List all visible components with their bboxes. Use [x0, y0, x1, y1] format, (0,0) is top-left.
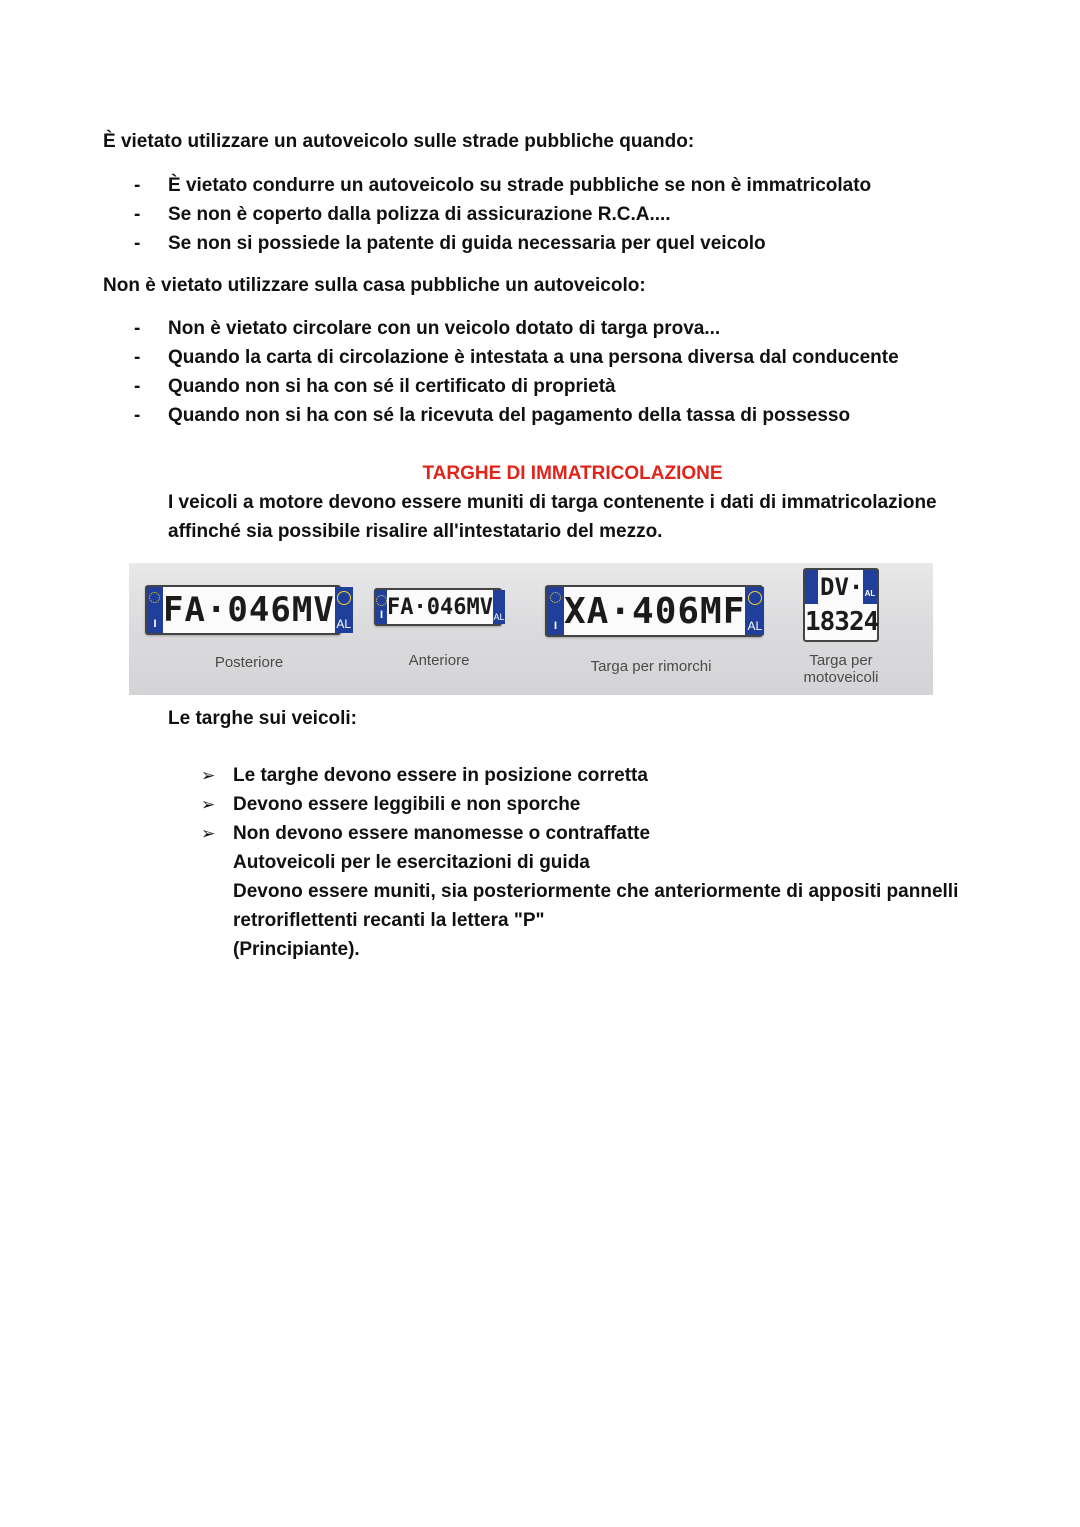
- list-item: - Se non si possiede la patente di guida necessaria per quel veicolo: [130, 229, 871, 258]
- veicoli-heading: Le targhe sui veicoli:: [168, 708, 357, 729]
- plate-front: I FA·046MV AL: [374, 588, 502, 626]
- guida-paragraph: Autoveicoli per le esercitazioni di guida Devono essere muniti, sia posteriormente che anteriormente di appositi pannelli retroriflettenti recanti la lettera "P" (Principiante).: [233, 852, 959, 960]
- arrow-bullet-icon: ➢: [201, 766, 216, 785]
- list-item: ➢ Non devono essere manomesse o contraffatte: [201, 819, 650, 848]
- plate-caption-motorcycle: Targa per motoveicoli: [803, 652, 879, 686]
- dash-bullet: -: [134, 318, 141, 339]
- eu-flag-icon: [376, 590, 387, 624]
- arrow-bullet-icon: ➢: [201, 824, 216, 843]
- plate-motorcycle: DV· AL 18324: [803, 568, 879, 642]
- province-badge: AL: [745, 587, 764, 635]
- section2-list: [130, 314, 899, 430]
- plate-caption-trailer: Targa per rimorchi: [590, 658, 712, 675]
- plate-caption-front: Anteriore: [408, 652, 470, 669]
- plate-rear: I FA·046MV AL: [145, 585, 341, 635]
- dash-bullet: -: [134, 233, 141, 254]
- arrow-bullet-icon: ➢: [201, 795, 216, 814]
- targhe-intro: I veicoli a motore devono essere muniti di targa contenente i dati di immatricolazione affinché sia possibile risalire all'intestatario del mezzo.: [168, 492, 937, 542]
- list-item: - Quando la carta di circolazione è intestata a una persona diversa dal conducente: [130, 343, 899, 372]
- list-item: - È vietato condurre un autoveicolo su strade pubbliche se non è immatricolato: [130, 171, 871, 200]
- dash-bullet: -: [134, 175, 141, 196]
- province-badge: AL: [493, 590, 505, 624]
- dash-bullet: -: [134, 376, 141, 397]
- list-item: - Non è vietato circolare con un veicolo dotato di targa prova...: [130, 314, 899, 343]
- section1-heading: È vietato utilizzare un autoveicolo sulle strade pubbliche quando:: [103, 131, 695, 152]
- eu-flag-icon: [805, 570, 818, 604]
- list-item: ➢ Le targhe devono essere in posizione corretta: [201, 761, 650, 790]
- veicoli-list: [201, 761, 650, 848]
- plate-trailer: I XA·406MF AL: [545, 585, 763, 637]
- dash-bullet: -: [134, 204, 141, 225]
- license-plates-photo: [129, 563, 933, 695]
- eu-flag-icon: [147, 587, 163, 633]
- eu-flag-icon: [547, 587, 564, 635]
- section1-list: [130, 171, 871, 258]
- targhe-title: TARGHE DI IMMATRICOLAZIONE: [422, 463, 723, 484]
- province-badge: AL: [863, 570, 877, 604]
- dash-bullet: -: [134, 405, 141, 426]
- dash-bullet: -: [134, 347, 141, 368]
- list-item: - Quando non si ha con sé la ricevuta del pagamento della tassa di possesso: [130, 401, 899, 430]
- province-badge: AL: [335, 587, 353, 633]
- list-item: ➢ Devono essere leggibili e non sporche: [201, 790, 650, 819]
- section2-heading: Non è vietato utilizzare sulla casa pubbliche un autoveicolo:: [103, 275, 646, 296]
- list-item: - Quando non si ha con sé il certificato di proprietà: [130, 372, 899, 401]
- list-item: - Se non è coperto dalla polizza di assicurazione R.C.A....: [130, 200, 871, 229]
- plate-caption-rear: Posteriore: [214, 654, 284, 671]
